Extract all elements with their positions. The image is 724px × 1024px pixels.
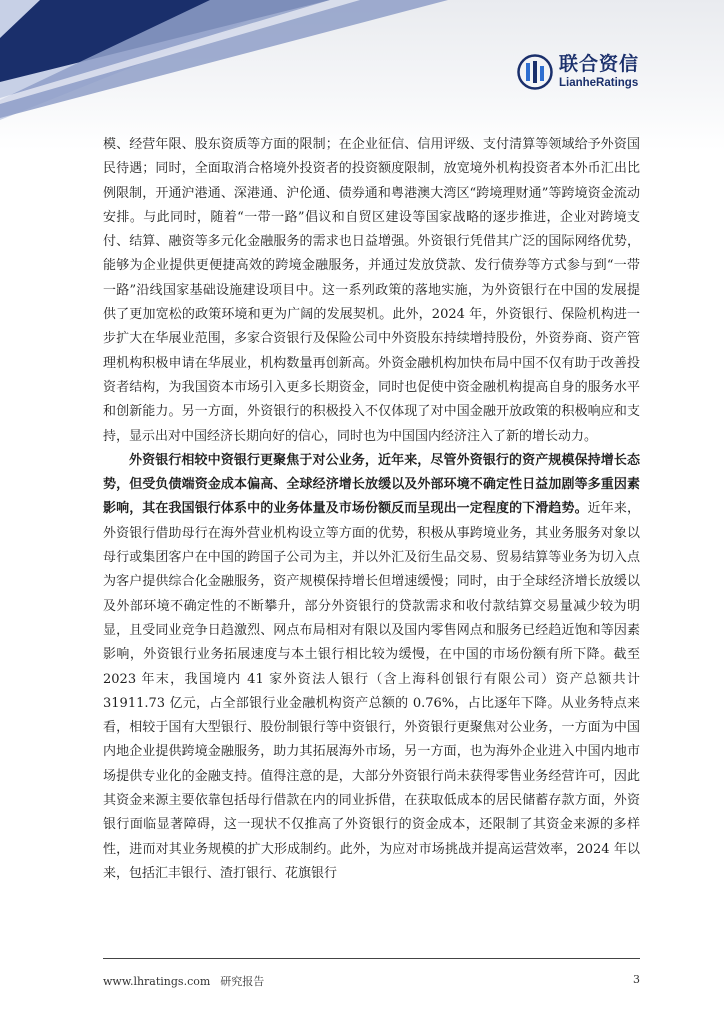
paragraph-continued: 模、经营年限、股东资质等方面的限制；在企业征信、信用评级、支付清算等领域给予外资国民待遇；同时，全面取消合格境外投资者的投资额度限制，放宽境外机构投资者本外币汇出比例限制，开通沪港通、深港通、沪伦通、债券通和粤港澳大湾区“跨境理财通”等跨境资金流动安排。与此同时，随着“一带一路”倡议和自贸区建设等国家战略的逐步推进，企业对跨境支付、结算、融资等多元化金融服务的需求也日益增强。外资银行凭借其广泛的国际网络优势，能够为企业提供更便捷高效的跨境金融服务，并通过发放贷款、发行债券等方式参与到“一带一路”沿线国家基础设施建设项目中。这一系列政策的落地实施，为外资银行在中国的发展提供了更加宽松的政策环境和更为广阔的发展契机。此外，2024 年，外资银行、保险机构进一步扩大在华展业范围，多家合资银行及保险公司中外资股东持续增持股份，外资券商、资产管理机构积极申请在华展业，机构数量再创新高。外资金融机构加快布局中国不仅有助于改善投资者结构，为我国资本市场引入更多长期资金，同时也促使中资金融机构提高自身的服务水平和创新能力。另一方面，外资银行的积极投入不仅体现了对中国金融开放政策的积极响应和支持，显示出对中国经济长期向好的信心，同时也为中国国内经济注入了新的增长动力。 bbox=[103, 137, 640, 444]
logo-chinese-name: 联合资信 bbox=[559, 52, 640, 75]
lianhe-logo-icon bbox=[517, 54, 553, 90]
paragraph-detail: 近年来，外资银行借助母行在海外营业机构设立等方面的优势，积极从事跨境业务，其业务服务对象以母行或集团客户在中国的跨国子公司为主，并以外汇及衍生品交易、贸易结算等业务为切入点为客户提供综合化金融服务，资产规模保持增长但增速缓慢；同时，由于全球经济增长放缓以及外部环境不确定性的不断攀升，部分外资银行的贷款需求和收付款结算交易量减少较为明显，且受同业竞争日趋激烈、网点布局相对有限以及国内零售网点和服务已经趋近饱和等因素影响，外资银行业务拓展速度与本土银行相比较为缓慢，在中国的市场份额有所下降。截至 2023 年末，我国境内 41 家外资法人银行（含上海科创银行有限公司）资产总额共计 31911.73 亿元，占全部银行业金融机构资产总额的 0.76%，占比逐年下降。从业务特点来看，相较于国有大型银行、股份制银行等中资银行，外资银行更聚焦对公业务，一方面为中国内地企业提供跨境金融服务，助力其拓展海外市场，另一方面，也为海外企业进入中国内地市场提供专业化的金融支持。值得注意的是，大部分外资银行尚未获得零售业务经营许可，因此其资金来源主要依靠包括母行借款在内的同业拆借，在获取低成本的居民储蓄存款方面，外资银行面临显著障碍，这一现状不仅推高了外资银行的资金成本，还限制了其资金来源的多样性，进而对其业务规模的扩大形成制约。此外，为应对市场挑战并提高运营效率，2024 年以来，包括汇丰银行、渣打银行、花旗银行 bbox=[103, 501, 640, 881]
company-logo bbox=[517, 54, 639, 90]
paragraph-foreign-banks bbox=[103, 449, 640, 886]
footer-doc-type: 研究报告 bbox=[220, 975, 265, 988]
logo-english-name: LianheRatings bbox=[559, 76, 639, 89]
footer-divider bbox=[103, 958, 640, 959]
footer-website-link[interactable]: www.lhratings.com bbox=[103, 975, 211, 988]
paragraph-key-finding: 外资银行相较中资银行更聚焦于对公业务，近年来，尽管外资银行的资产规模保持增长态势，但受负债端资金成本偏高、全球经济增长放缓以及外部环境不确定性日益加剧等多重因素影响，其在我国银行体系中的业务体量及市场份额反而呈现出一定程度的下滑趋势。 bbox=[103, 452, 640, 517]
report-body bbox=[103, 133, 640, 886]
page-footer bbox=[103, 973, 640, 989]
page-number: 3 bbox=[633, 973, 640, 986]
